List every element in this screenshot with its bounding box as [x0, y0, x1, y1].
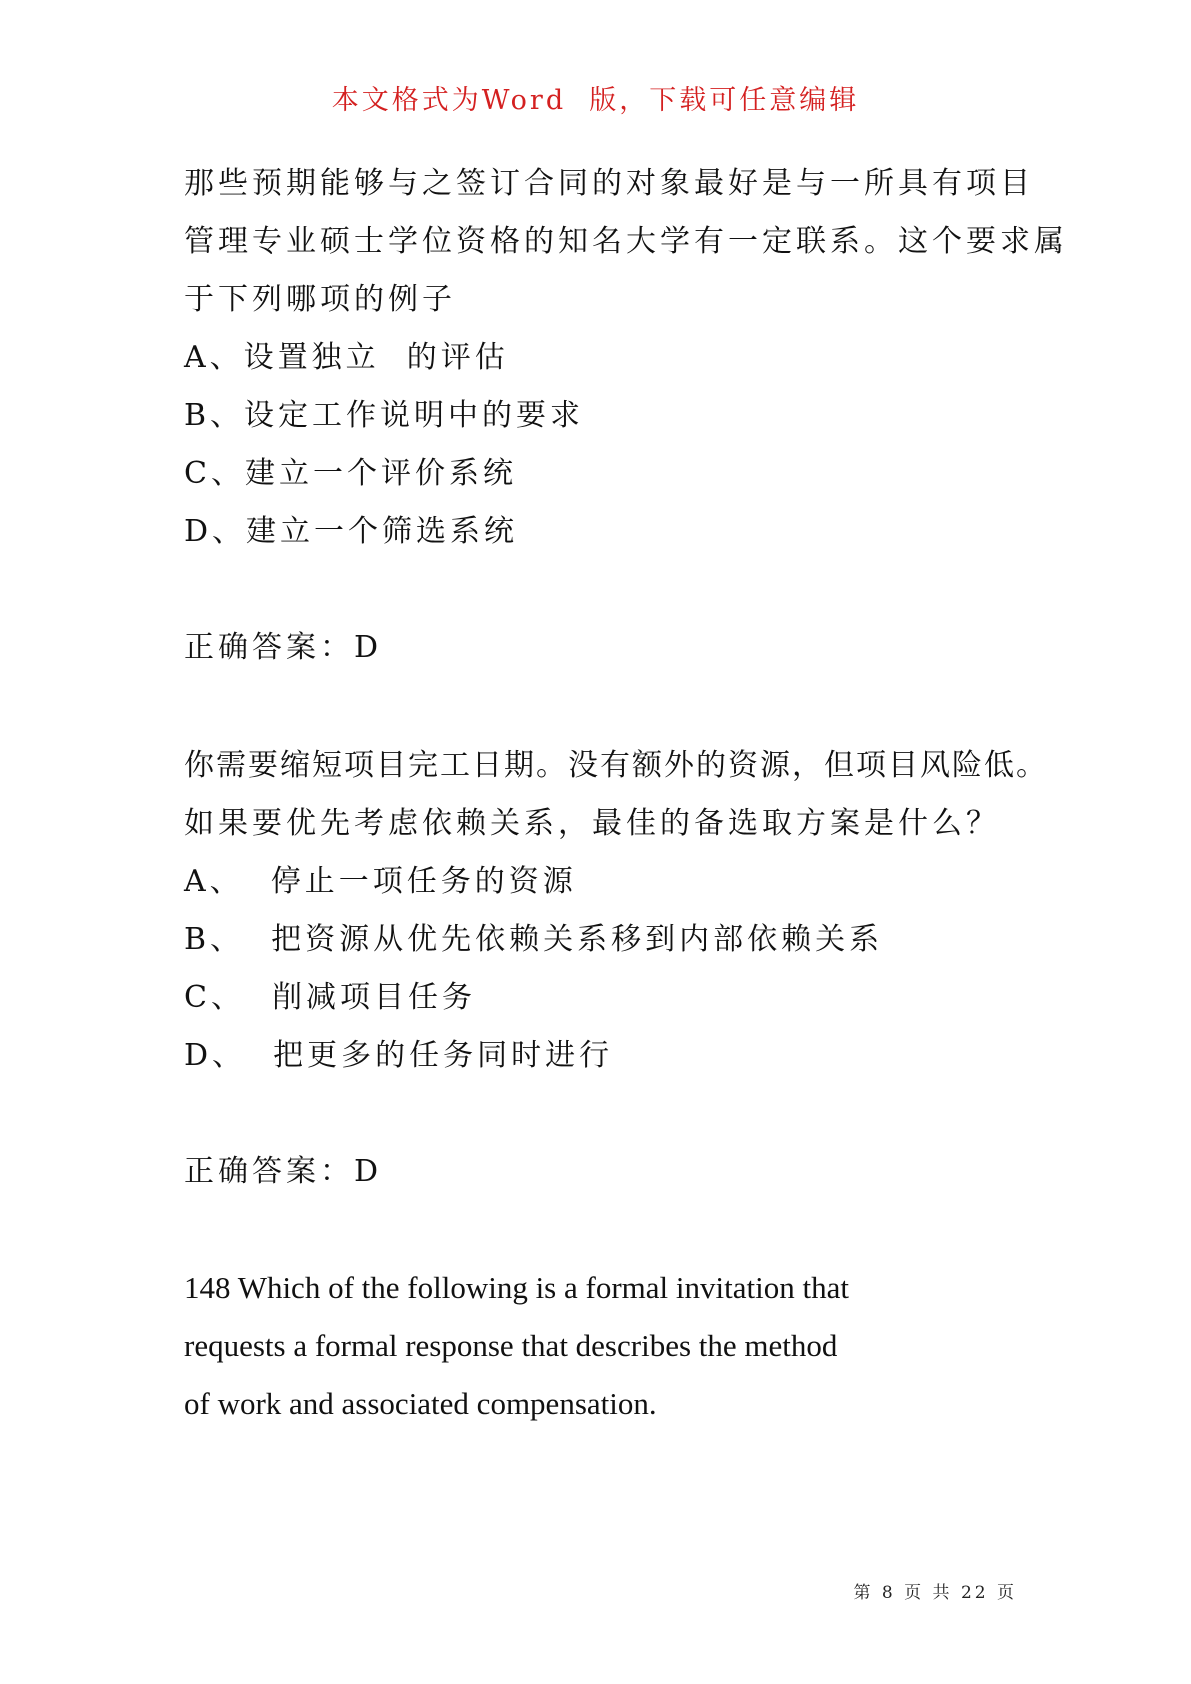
question-2-option-a: A、 停止一项任务的资源 — [184, 864, 577, 899]
question-2-line-1: 你需要缩短项目完工日期。没有额外的资源，但项目风险低。 — [184, 748, 1048, 783]
question-1-option-a: A、设置独立 的评估 — [184, 340, 509, 375]
question-1-option-d: D、建立一个筛选系统 — [184, 514, 519, 549]
question-3-line-2: requests a formal response that describes the method — [184, 1328, 838, 1363]
question-1-option-b: B、设定工作说明中的要求 — [184, 398, 585, 433]
question-3-line-1: 148 Which of the following is a formal invitation that — [184, 1270, 849, 1305]
document-banner: 本文格式为Word 版，下载可任意编辑 — [331, 85, 860, 116]
question-1-line-1: 那些预期能够与之签订合同的对象最好是与一所具有项目 — [184, 166, 1034, 201]
question-2-answer: 正确答案：D — [184, 1154, 383, 1189]
question-1-line-2: 管理专业硕士学位资格的知名大学有一定联系。这个要求属 — [184, 224, 1068, 259]
question-3-line-3: of work and associated compensation. — [184, 1386, 657, 1421]
page-number: 第 8 页 共 22 页 — [853, 1583, 1017, 1603]
question-2-option-d: D、 把更多的任务同时进行 — [184, 1038, 614, 1073]
question-2-option-c: C、 削减项目任务 — [184, 980, 477, 1015]
question-1-option-c: C、建立一个评价系统 — [184, 456, 517, 491]
question-2-option-b: B、 把资源从优先依赖关系移到内部依赖关系 — [184, 922, 884, 957]
question-2-line-2: 如果要优先考虑依赖关系，最佳的备选取方案是什么？ — [184, 806, 1000, 841]
question-1-line-3: 于下列哪项的例子 — [184, 282, 456, 317]
question-1-answer: 正确答案：D — [184, 630, 383, 665]
